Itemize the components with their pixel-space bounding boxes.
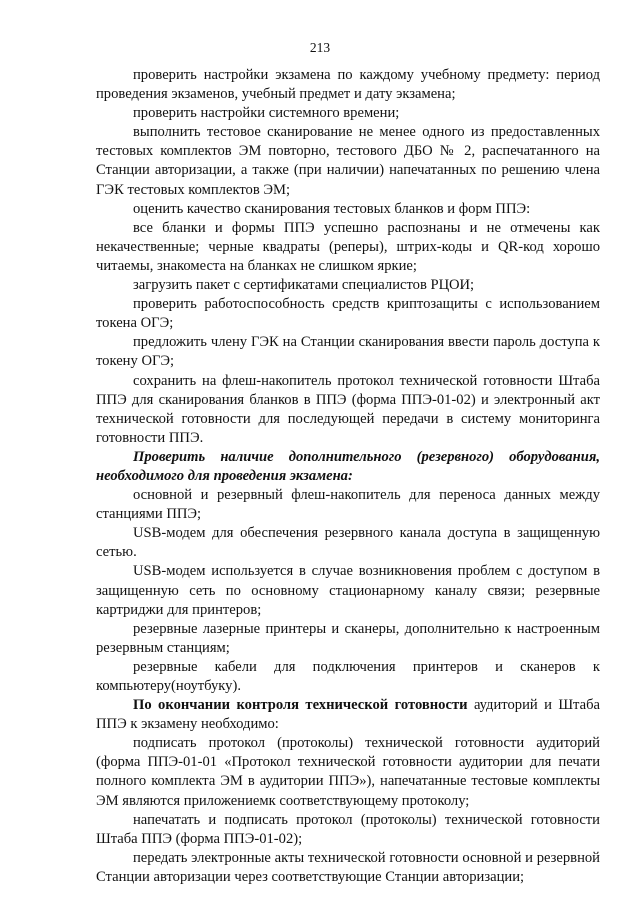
paragraph-transfer-acts: передать электронные акты технической готовности основной и резервной Станции авторизации через соответствующие Станции авторизации;	[96, 849, 600, 885]
heading-check-reserve-equipment: Проверить наличие дополнительного (резервного) оборудования, необходимого для проведения экзамена:	[96, 448, 600, 484]
paragraph-reserve-cables: резервные кабели для подключения принтеров и сканеров к компьютеру(ноутбуку).	[96, 658, 600, 694]
paragraph-reserve-printers: резервные лазерные принтеры и сканеры, дополнительно к настроенным резервным станциям;	[96, 620, 600, 656]
paragraph-sign-room-protocol: подписать протокол (протоколы) технической готовности аудиторий (форма ППЭ-01-01 «Протокол технической готовности аудитории для печати полного комплекта ЭМ в аудитории ППЭ»), напечатанные тестовые комплекты ЭМ являются приложениемк соответствующему протоколу;	[96, 735, 600, 809]
paragraph-sign-hq-protocol: напечатать и подписать протокол (протоколы) технической готовности Штаба ППЭ (форма ППЭ-01-02);	[96, 811, 600, 847]
paragraph-forms-recognized: все бланки и формы ППЭ успешно распознаны и не отмечены как некачественные; черные квадраты (реперы), штрих-коды и QR-код хорошо читаемы, знакоместа на бланках не слишком яркие;	[96, 219, 600, 274]
paragraph-check-exam-settings: проверить настройки экзамена по каждому учебному предмету: период проведения экзаменов, учебный предмет и дату экзамена;	[96, 67, 600, 103]
paragraph-test-scanning: выполнить тестовое сканирование не менее одного из предоставленных тестовых комплектов ЭМ повторно, тестового ДБО № 2, распечатанного на Станции авторизации, а также (при наличии) напечатанных по решению члена ГЭК тестовых комплектов ЭМ;	[96, 124, 600, 198]
paragraph-usb-modem: USB-модем для обеспечения резервного канала доступа в защищенную сетью.	[96, 525, 600, 561]
paragraph-assess-scan-quality: оценить качество сканирования тестовых бланков и форм ППЭ:	[133, 200, 531, 217]
page-number: 213	[309, 40, 331, 55]
paragraph-check-crypto: проверить работоспособность средств криптозащиты с использованием токена ОГЭ;	[96, 296, 600, 332]
lead-in-continuation: аудиторий и Штаба ППЭ к экзамену необходимо:	[96, 697, 600, 733]
document-body	[96, 66, 600, 887]
paragraph-usb-modem-usage: USB-модем используется в случае возникновения проблем с доступом в защищенную сеть по основному стационарному каналу связи; резервные картриджи для принтеров;	[96, 563, 600, 618]
bold-lead-in: По окончании контроля технической готовности	[133, 697, 468, 714]
paragraph-save-protocol: сохранить на флеш-накопитель протокол технической готовности Штаба ППЭ для сканирования бланков в ППЭ (форма ППЭ-01-02) и электронный акт технической готовности для последующей передачи в систему мониторинга готовности ППЭ.	[96, 372, 600, 446]
paragraph-flash-drives: основной и резервный флеш-накопитель для переноса данных между станциями ППЭ;	[96, 487, 600, 523]
paragraph-after-control	[96, 696, 600, 734]
paragraph-load-certificates: загрузить пакет с сертификатами специалистов РЦОИ;	[133, 277, 475, 294]
paragraph-check-system-time: проверить настройки системного времени;	[133, 105, 400, 122]
paragraph-enter-token-password: предложить члену ГЭК на Станции сканирования ввести пароль доступа к токену ОГЭ;	[96, 334, 600, 370]
